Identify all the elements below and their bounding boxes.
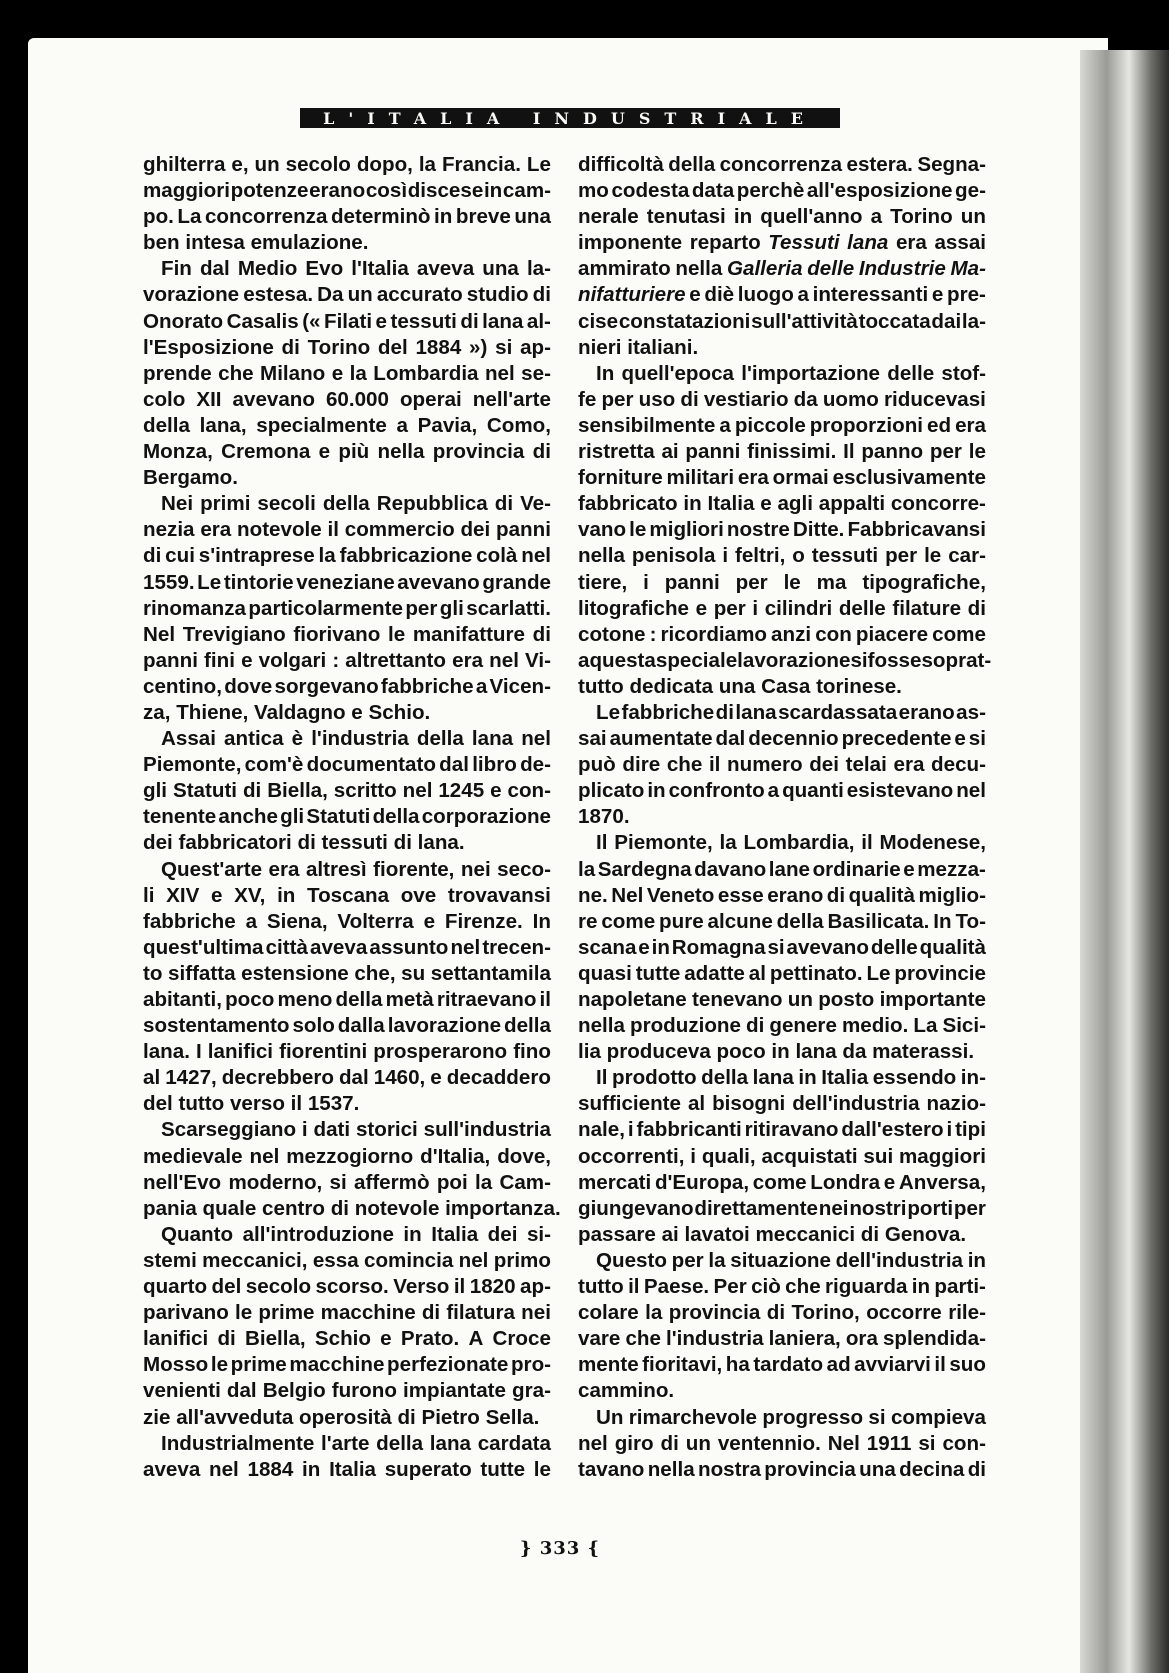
text-line: sai aumentate dal decennio precedente e si: [578, 727, 986, 751]
page-left-shadow: [0, 0, 30, 1673]
text-line: Industrialmente l'arte della lana cardata: [161, 1431, 551, 1455]
text-line: lana. I lanifici fiorentini prosperarono fino: [143, 1040, 551, 1064]
text-line: ammirato nella Galleria delle Industrie Ma-: [578, 257, 986, 281]
text-line: ristretta ai panni finissimi. Il panno per le: [578, 440, 986, 464]
text-line: di cui s'intraprese la fabbricazione colà nel: [143, 544, 551, 568]
text-line: scana e in Romagna si avevano delle qualità: [578, 935, 986, 959]
text-line: a questa speciale lavorazione si fosse soprat-: [578, 648, 992, 672]
text-line: ne. Nel Veneto esse erano di qualità miglio-: [578, 883, 986, 907]
text-line: tutto il Paese. Per ciò che riguarda in parti-: [578, 1275, 986, 1299]
text-line: colo XII avevano 60.000 operai nell'arte: [143, 387, 551, 411]
text-line: litografiche e per i cilindri delle filature di: [578, 596, 986, 620]
text-line: Il prodotto della lana in Italia essendo in-: [596, 1066, 986, 1090]
text-line: aveva nel 1884 in Italia superato tutte le: [143, 1457, 551, 1481]
text-line: nerale tenutasi in quell'anno a Torino un: [578, 205, 986, 229]
text-line: sensibilmente a piccole proporzioni ed era: [578, 413, 986, 437]
text-line: quest'ultima città aveva assunto nel trecen-: [143, 935, 551, 959]
text-line: nella produzione di genere medio. La Sici-: [578, 1014, 986, 1038]
text-line: tenente anche gli Statuti della corporazione: [143, 805, 551, 829]
text-line: nella penisola i feltri, o tessuti per le car-: [578, 544, 986, 568]
book-page-edges: [1080, 50, 1169, 1673]
text-line: nieri italiani.: [578, 335, 699, 359]
text-line: cise constatazioni sull'attività toccata dai la-: [578, 309, 986, 333]
text-line: Un rimarchevole progresso si compieva: [596, 1405, 986, 1429]
text-line: Quanto all'introduzione in Italia dei si-: [161, 1222, 551, 1246]
text-line: po. La concorrenza determinò in breve una: [143, 205, 551, 229]
text-line: lia produceva poco in lana da materassi.: [578, 1040, 975, 1064]
text-line: gli Statuti di Biella, scritto nel 1245 e con-: [143, 779, 551, 803]
text-line: In quell'epoca l'importazione delle stof-: [596, 361, 986, 385]
text-line: Le fabbriche di lana scardassata erano as-: [596, 700, 986, 724]
text-line: del tutto verso il 1537.: [143, 1092, 360, 1116]
text-line: medievale nel mezzogiorno d'Italia, dove,: [143, 1144, 551, 1168]
right-text-column: [578, 152, 992, 1483]
text-line: 1870.: [578, 805, 630, 829]
text-line: colare la provincia di Torino, occorre rile-: [578, 1301, 986, 1325]
text-line: fabbricato in Italia e agli appalti concorre-: [578, 492, 986, 516]
text-line: passare ai lavatoi meccanici di Genova.: [578, 1222, 967, 1246]
text-line: ben intesa emulazione.: [143, 231, 369, 255]
text-line: Bergamo.: [143, 466, 238, 490]
text-line: fabbriche a Siena, Volterra e Firenze. In: [143, 909, 551, 933]
text-line: plicato in confronto a quanti esistevano nel: [578, 779, 986, 803]
text-line: può dire che il numero dei telai era decu-: [578, 753, 986, 777]
text-line: forniture militari era ormai esclusivamente: [578, 466, 986, 490]
text-line: napoletane tenevano un posto importante: [578, 988, 986, 1011]
text-line: panni fini e volgari : altrettanto era nel Vi-: [143, 648, 551, 672]
text-line: difficoltà della concorrenza estera. Segna-: [578, 153, 986, 176]
text-line: Onorato Casalis (« Filati e tessuti di lana al-: [143, 309, 551, 333]
page-number: } 333 {: [519, 1538, 601, 1559]
text-line: Piemonte, com'è documentato dal libro de-: [143, 753, 551, 777]
text-line: quasi tutte adatte al pettinato. Le provincie: [578, 961, 986, 985]
text-line: tiere, i panni per le ma tipografiche,: [578, 570, 986, 594]
text-line: l'Esposizione di Torino del 1884 ») si ap-: [143, 335, 551, 359]
text-line: quarto del secolo scorso. Verso il 1820 ap-: [143, 1275, 551, 1299]
text-line: sufficiente al bisogni dell'industria nazio-: [578, 1092, 986, 1116]
text-line: giungevano direttamente nei nostri porti per: [578, 1196, 986, 1220]
text-line: nell'Evo moderno, si affermò poi la Cam-: [143, 1170, 551, 1194]
running-header: [300, 108, 840, 128]
text-line: venienti dal Belgio furono impiantate gra-: [143, 1379, 551, 1403]
text-line: nel giro di un ventennio. Nel 1911 si con-: [578, 1431, 986, 1455]
text-line: cammino.: [578, 1379, 675, 1403]
text-line: vare che l'industria laniera, ora splendida-: [578, 1327, 986, 1351]
text-line: imponente reparto Tessuti lana era assai: [578, 231, 986, 255]
text-line: Fin dal Medio Evo l'Italia aveva una la-: [161, 257, 551, 281]
text-line: parivano le prime macchine di filatura nei: [143, 1301, 551, 1325]
text-line: Mosso le prime macchine perfezionate pro-: [143, 1353, 551, 1377]
text-line: ghilterra e, un secolo dopo, la Francia. Le: [143, 153, 551, 176]
text-line: sostentamento solo dalla lavorazione della: [143, 1014, 551, 1038]
text-line: to siffatta estensione che, su settantamila: [143, 961, 551, 985]
text-line: Monza, Cremona e più nella provincia di: [143, 440, 551, 464]
text-line: prende che Milano e la Lombardia nel se-: [143, 361, 551, 385]
text-line: della lana, specialmente a Pavia, Como,: [143, 413, 551, 437]
text-line: occorrenti, i quali, acquistati sui maggiori: [578, 1144, 986, 1168]
text-line: Nei primi secoli della Repubblica di Ve-: [161, 492, 551, 516]
text-line: maggiori potenze erano così discese in cam-: [143, 179, 551, 203]
text-line: dei fabbricatori di tessuti di lana.: [143, 831, 465, 855]
text-line: abitanti, poco meno della metà ritraevano il: [143, 988, 551, 1011]
left-text-column: [143, 152, 561, 1483]
text-line: vano le migliori nostre Ditte. Fabbricavansi: [578, 518, 986, 542]
text-line: Assai antica è l'industria della lana nel: [161, 727, 551, 751]
text-line: re come pure alcune della Basilicata. In To-: [578, 909, 986, 933]
text-line: la Sardegna davano lane ordinarie e mezza-: [578, 857, 986, 881]
text-line: stemi meccanici, essa comincia nel primo: [143, 1248, 551, 1272]
text-line: mente fioritavi, ha tardato ad avviarvi il suo: [578, 1353, 986, 1377]
text-line: pania quale centro di notevole importanza.: [143, 1196, 561, 1220]
text-line: lanifici di Biella, Schio e Prato. A Croce: [143, 1327, 551, 1351]
text-line: zie all'avveduta operosità di Pietro Sella.: [143, 1405, 540, 1429]
text-line: nale, i fabbricanti ritiravano dall'estero i tipi: [578, 1118, 986, 1142]
text-line: Nel Trevigiano fiorivano le manifatture di: [143, 622, 551, 646]
text-line: al 1427, decrebbero dal 1460, e decaddero: [143, 1066, 551, 1090]
text-line: Questo per la situazione dell'industria in: [596, 1248, 986, 1272]
text-line: rinomanza particolarmente per gli scarlatti.: [143, 596, 551, 620]
text-line: cotone : ricordiamo anzi con piacere come: [578, 622, 986, 646]
text-line: Scarseggiano i dati storici sull'industria: [161, 1118, 551, 1142]
text-line: fe per uso di vestiario da uomo riducevasi: [578, 387, 986, 411]
text-line: nifatturiere e diè luogo a interessanti e pre-: [578, 283, 986, 307]
text-line: mercati d'Europa, come Londra e Anversa,: [578, 1170, 986, 1194]
text-line: mo codesta data perchè all'esposizione ge-: [578, 179, 986, 203]
text-line: Il Piemonte, la Lombardia, il Modenese,: [596, 831, 986, 855]
text-line: 1559. Le tintorie veneziane avevano grande: [143, 570, 551, 594]
text-line: nezia era notevole il commercio dei panni: [143, 518, 551, 542]
text-line: tutto dedicata una Casa torinese.: [578, 674, 902, 698]
text-line: tavano nella nostra provincia una decina di: [578, 1457, 986, 1481]
text-line: centino, dove sorgevano fabbriche a Vicen-: [143, 674, 551, 698]
text-line: Quest'arte era altresì fiorente, nei seco-: [161, 857, 551, 881]
text-line: vorazione estesa. Da un accurato studio di: [143, 283, 551, 307]
running-header-title: L'ITALIA INDUSTRIALE: [323, 108, 817, 128]
text-line: li XIV e XV, in Toscana ove trovavansi: [143, 883, 551, 907]
text-line: za, Thiene, Valdagno e Schio.: [143, 700, 431, 724]
